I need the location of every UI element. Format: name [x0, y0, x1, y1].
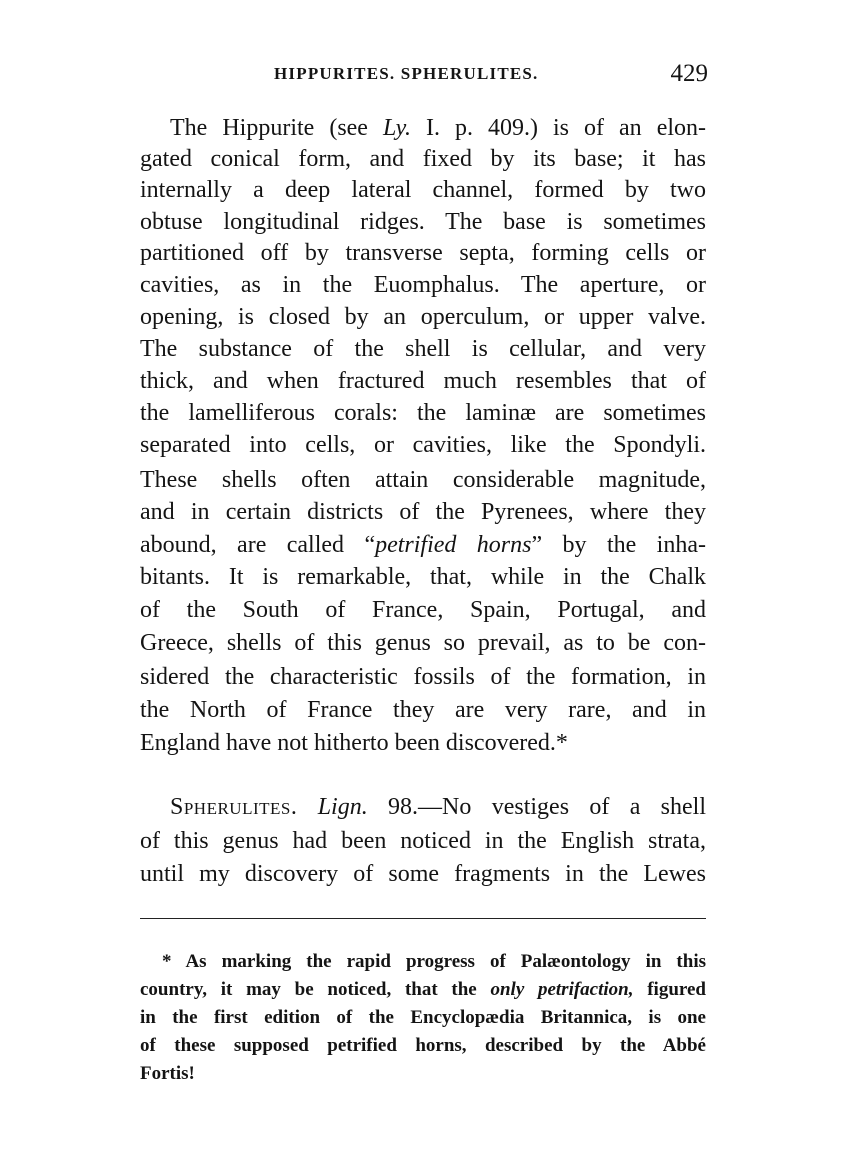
section-first-line	[170, 792, 706, 822]
footnote-divider	[140, 918, 706, 919]
body-line: the lamelliferous corals: the laminæ are sometimes	[140, 400, 706, 426]
body-line: The substance of the shell is cellular, and very	[140, 336, 706, 362]
body-line: abound, are called “petrified horns” by the inha-	[140, 532, 706, 558]
section-heading: Spherulites.	[170, 794, 298, 820]
body-line: until my discovery of some fragments in the Lewes	[140, 861, 706, 887]
running-title: HIPPURITES. SPHERULITES.	[274, 64, 539, 83]
section-line-rest: 98.—No vestiges of a shell	[367, 794, 706, 820]
body-line: internally a deep lateral channel, formed by two	[140, 177, 706, 203]
body-line: the North of France they are very rare, and in	[140, 697, 706, 723]
body-line: and in certain districts of the Pyrenees, where they	[140, 499, 706, 525]
body-line: cavities, as in the Euomphalus. The aperture, or	[140, 272, 706, 298]
footnote-line: country, it may be noticed, that the only petrifaction, figured	[140, 979, 706, 1000]
footnote-line: Fortis!	[140, 1063, 195, 1084]
body-line: thick, and when fractured much resembles that of	[140, 368, 706, 394]
body-line: of this genus had been noticed in the English strata,	[140, 828, 706, 854]
body-line: opening, is closed by an operculum, or upper valve.	[140, 304, 706, 330]
body-line: bitants. It is remarkable, that, while in the Chalk	[140, 564, 706, 590]
body-line: gated conical form, and fixed by its base; it has	[140, 146, 706, 172]
body-line: Greece, shells of this genus so prevail, as to be con-	[140, 630, 706, 656]
body-line: These shells often attain considerable magnitude,	[140, 467, 706, 493]
body-line: England have not hitherto been discovered.*	[140, 730, 568, 756]
footnote-line: of these supposed petrified horns, described by the Abbé	[140, 1035, 706, 1056]
footnote-line: * As marking the rapid progress of Palæontology in this	[162, 951, 706, 972]
body-line: The Hippurite (see Ly. I. p. 409.) is of an elon-	[170, 115, 706, 141]
body-line: sidered the characteristic fossils of the formation, in	[140, 664, 706, 690]
footnote-line: in the first edition of the Encyclopædia Britannica, is one	[140, 1007, 706, 1028]
body-line: partitioned off by transverse septa, forming cells or	[140, 240, 706, 266]
page-number: 429	[670, 60, 708, 87]
running-head	[140, 62, 708, 92]
body-line: separated into cells, or cavities, like the Spondyli.	[140, 432, 706, 458]
body-line: obtuse longitudinal ridges. The base is sometimes	[140, 209, 706, 235]
figure-reference: Lign.	[317, 794, 368, 820]
body-line: of the South of France, Spain, Portugal, and	[140, 597, 706, 623]
